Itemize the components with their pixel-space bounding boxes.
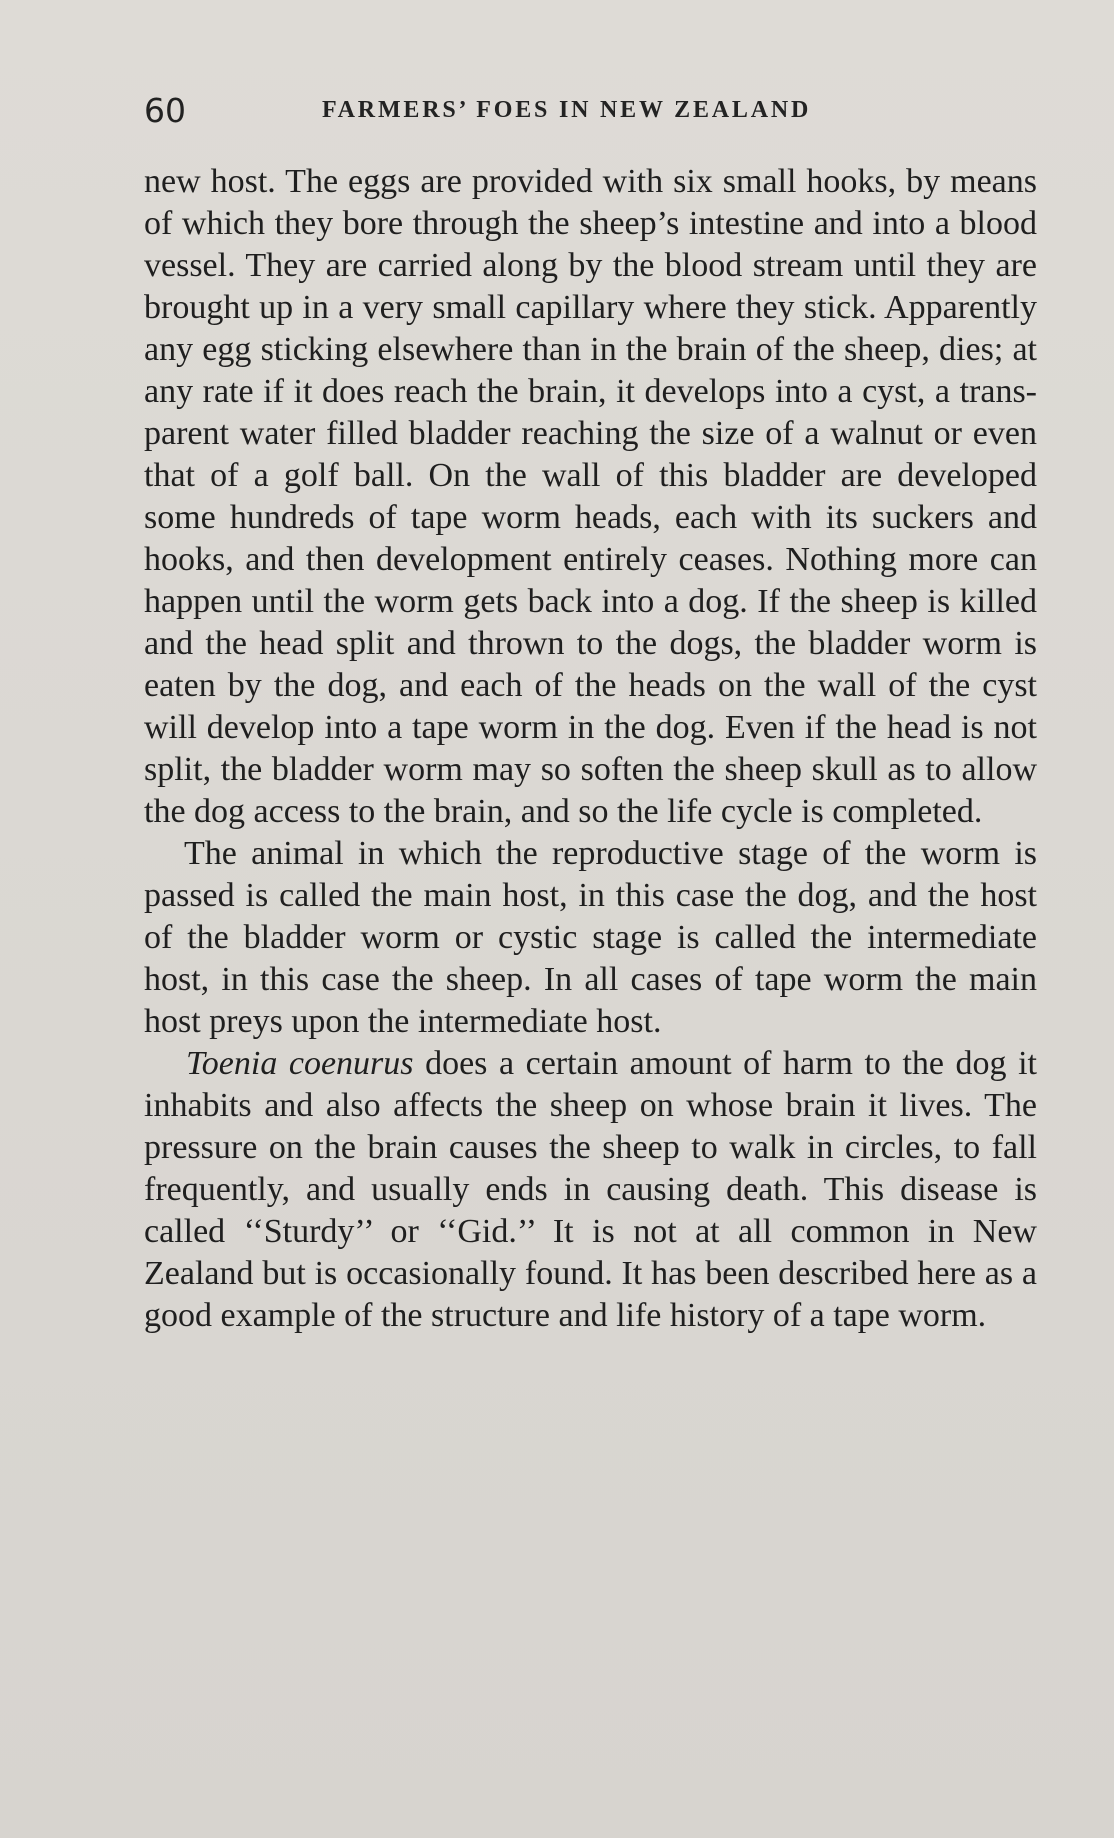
paragraph-3-text: does a certain amount of harm to the dog it inhabits and also affects the sheep on whose brain it lives. The pressure on the brain causes the sheep to walk in circles, to fall frequently, and usually ends in causing death. This disease is called ‘‘Sturdy’’ or ‘‘Gid.’’ It is not at all common in New Zealand but is occasionally found. It has been described here as a good example of the structure and life history of a tape worm.	[144, 1045, 1037, 1334]
page-number: 60	[144, 90, 186, 130]
paragraph-main-host: The animal in which the reproductive stage of the worm is passed is called the main host, in this case the dog, and the host of the bladder worm or cystic stage is called the intermediate host, in this case the sheep. In all cases of tape worm the main host preys upon the intermediate host.	[144, 835, 1037, 1040]
paragraph-toenia-coenurus	[144, 1043, 1037, 1337]
running-head	[144, 88, 1044, 132]
species-name: Toenia coenurus	[186, 1045, 414, 1082]
paragraph-host-lifecycle: new host. The eggs are provided with six small hooks, by means of which they bore through the sheep’s intestine and into a blood vessel. They are carried along by the blood stream until they are brought up in a very small capillary where they stick. Apparently any egg sticking elsewhere than in the brain of the sheep, dies; at any rate if it does reach the brain, it develops into a cyst, a trans-parent water filled bladder reaching the size of a walnut or even that of a golf ball. On the wall of this bladder are developed some hundreds of tape worm heads, each with its suckers and hooks, and then development entirely ceases. Nothing more can happen until the worm gets back into a dog. If the sheep is killed and the head split and thrown to the dogs, the bladder worm is eaten by the dog, and each of the heads on the wall of the cyst will develop into a tape worm in the dog. Even if the head is not split, the bladder worm may so soften the sheep skull as to allow the dog access to the brain, and so the life cycle is completed.	[144, 163, 1037, 830]
book-title: FARMERS’ FOES IN NEW ZEALAND	[322, 96, 812, 123]
page-content	[144, 161, 1037, 1337]
